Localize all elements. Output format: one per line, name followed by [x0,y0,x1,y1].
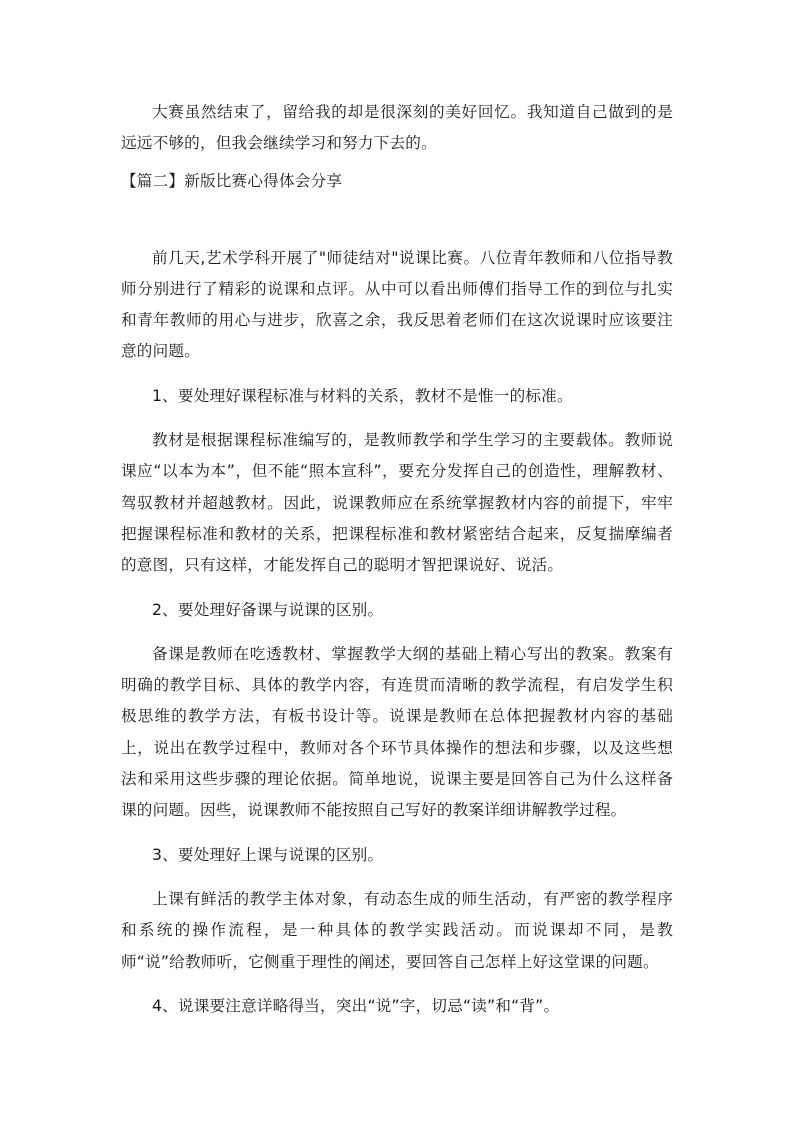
point-1-paragraph: 教材是根据课程标准编写的，是教师教学和学生学习的主要载体。教师说课应“以本为本”，但不能“照本宣科”，要充分发挥自己的创造性，理解教材、驾驭教材并超越教材。因此，说课教师应在系统掌握教材内容的前提下，牢牢把握课程标准和教材的关系，把课程标准和教材紧密结合起来，反复揣摩编者的意图，只有这样，才能发挥自己的聪明才智把课说好、说活。 [121,431,673,575]
point-1-heading: 1、要处理好课程标准与材料的关系，教材不是惟一的标准。 [152,386,573,405]
document-content [121,97,673,1022]
section-spacer [121,197,673,243]
point-4-heading: 4、说课要注意详略得当，突出“说”字，切忌“读”和“背”。 [152,996,560,1015]
point-3-heading: 3、要处理好上课与说课的区别。 [152,845,384,864]
closing-paragraph: 大赛虽然结束了，留给我的却是很深刻的美好回忆。我知道自己做到的是远远不够的，但我会继续学习和努力下去的。 [121,103,673,153]
point-2-paragraph: 备课是教师在吃透教材、掌握教学大纲的基础上精心写出的教案。教案有明确的教学目标、具体的教学内容，有连贯而清晰的教学流程，有启发学生积极思维的教学方法，有板书设计等。说课是教师在总体把握教材内容的基础上，说出在教学过程中，教师对各个环节具体操作的想法和步骤，以及这些想法和采用这些步骤的理论依据。简单地说，说课主要是回答自己为什么这样备课的问题。因些，说课教师不能按照自己写好的教案详细讲解教学过程。 [121,644,673,820]
section-heading: 【篇二】新版比赛心得体会分享 [121,171,343,190]
intro-paragraph: 前几天,艺术学科开展了"师徒结对"说课比赛。八位青年教师和八位指导教师分别进行了精彩的说课和点评。从中可以看出师傅们指导工作的到位与扎实和青年教师的用心与进步，欣喜之余，我反思着老师们在这次说课时应该要注意的问题。 [121,248,673,361]
point-3-paragraph: 上课有鲜活的教学主体对象，有动态生成的师生活动，有严密的教学程序和系统的操作流程，是一种具体的教学实践活动。而说课却不同，是教师“说”给教师听，它侧重于理性的阐述，要回答自己怎样上好这堂课的问题。 [121,889,673,971]
point-2-heading: 2、要处理好备课与说课的区别。 [152,600,384,619]
